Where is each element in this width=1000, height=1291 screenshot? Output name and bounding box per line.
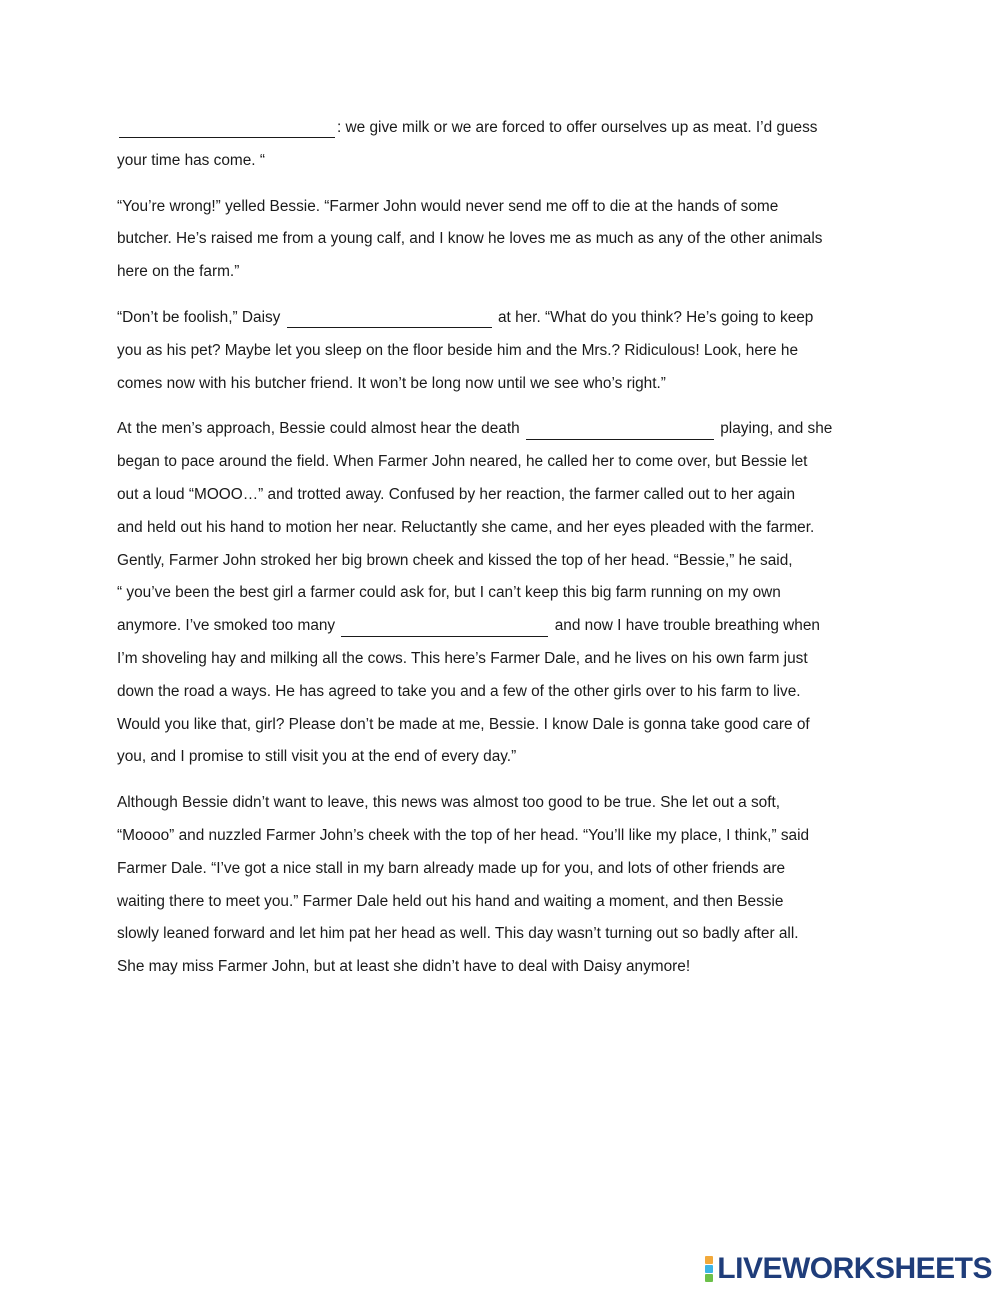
text-line bbox=[117, 951, 887, 984]
line-text: Although Bessie didn’t want to leave, this news was almost too good to be true. She let out a soft, bbox=[117, 794, 781, 812]
text-line bbox=[117, 302, 887, 335]
text-line bbox=[117, 820, 887, 853]
line-text: butcher. He’s raised me from a young calf, and I know he loves me as much as any of the other animals bbox=[117, 230, 823, 248]
line-text: began to pace around the field. When Farmer John neared, he called her to come over, but Bessie let bbox=[117, 453, 808, 471]
line-text: Farmer Dale. “I’ve got a nice stall in my barn already made up for you, and lots of other friends are bbox=[117, 859, 786, 877]
line-text: down the road a ways. He has agreed to take you and a few of the other girls over to his farm to live. bbox=[117, 682, 801, 700]
text-line bbox=[117, 886, 887, 919]
text-line bbox=[117, 643, 887, 676]
line-text: here on the farm.” bbox=[117, 263, 240, 281]
text-line bbox=[117, 191, 887, 224]
story-paragraph bbox=[117, 191, 887, 289]
text-line bbox=[117, 256, 887, 289]
line-text: comes now with his butcher friend. It won’t be long now until we see who’s right.” bbox=[117, 374, 666, 392]
logo-block-orange bbox=[705, 1256, 713, 1264]
text-line bbox=[117, 787, 887, 820]
fill-in-blank-field[interactable] bbox=[287, 309, 492, 328]
fill-in-blank-field[interactable] bbox=[526, 421, 714, 440]
text-line bbox=[117, 610, 887, 643]
line-text-after-blank: at her. “What do you think? He’s going to keep bbox=[497, 308, 814, 326]
story-paragraph bbox=[117, 302, 887, 400]
line-text: I’m shoveling hay and milking all the cows. This here’s Farmer Dale, and he lives on his own farm just bbox=[117, 649, 808, 667]
line-text-after-blank: and now I have trouble breathing when bbox=[554, 617, 820, 635]
line-text: “Don’t be foolish,” Daisy bbox=[117, 308, 281, 326]
text-line bbox=[117, 335, 887, 368]
text-line bbox=[117, 741, 887, 774]
text-line bbox=[117, 368, 887, 401]
logo-block-green bbox=[705, 1274, 713, 1282]
fill-in-blank-field[interactable] bbox=[119, 119, 335, 138]
line-text: you as his pet? Maybe let you sleep on the floor beside him and the Mrs.? Ridiculous! Look, here he bbox=[117, 341, 799, 359]
story-paragraph bbox=[117, 787, 887, 984]
text-line bbox=[117, 853, 887, 886]
story-paragraph bbox=[117, 112, 887, 178]
text-line bbox=[117, 479, 887, 512]
fill-in-blank-field[interactable] bbox=[341, 618, 548, 637]
story-paragraph bbox=[117, 413, 887, 774]
line-text: and held out his hand to motion her near. Reluctantly she came, and her eyes pleaded with the farmer. bbox=[117, 518, 815, 536]
worksheet-page bbox=[117, 112, 887, 997]
line-text: Gently, Farmer John stroked her big brown cheek and kissed the top of her head. “Bessie,” he said, bbox=[117, 551, 793, 569]
text-line bbox=[117, 512, 887, 545]
line-text: your time has come. “ bbox=[117, 151, 265, 169]
line-text: At the men’s approach, Bessie could almost hear the death bbox=[117, 420, 520, 438]
line-text: Would you like that, girl? Please don’t be made at me, Bessie. I know Dale is gonna take good care of bbox=[117, 715, 810, 733]
line-text-after-blank: playing, and she bbox=[720, 420, 833, 438]
liveworksheets-logo bbox=[705, 1252, 992, 1286]
line-text: waiting there to meet you.” Farmer Dale held out his hand and waiting a moment, and then Bessie bbox=[117, 892, 784, 910]
logo-mark-icon bbox=[705, 1256, 713, 1282]
line-text: slowly leaned forward and let him pat her head as well. This day wasn’t turning out so badly after all. bbox=[117, 925, 799, 943]
text-line bbox=[117, 446, 887, 479]
line-text: “Moooo” and nuzzled Farmer John’s cheek with the top of her head. “You’ll like my place, I think,” said bbox=[117, 826, 810, 844]
text-line bbox=[117, 112, 887, 145]
text-line bbox=[117, 223, 887, 256]
text-line bbox=[117, 145, 887, 178]
text-line bbox=[117, 676, 887, 709]
logo-block-blue bbox=[705, 1265, 713, 1273]
text-line bbox=[117, 709, 887, 742]
line-text: “You’re wrong!” yelled Bessie. “Farmer John would never send me off to die at the hands of some bbox=[117, 197, 779, 215]
text-line bbox=[117, 413, 887, 446]
text-line bbox=[117, 577, 887, 610]
text-line bbox=[117, 918, 887, 951]
line-text: you, and I promise to still visit you at the end of every day.” bbox=[117, 748, 517, 766]
line-text: out a loud “MOOO…” and trotted away. Confused by her reaction, the farmer called out to her again bbox=[117, 485, 796, 503]
line-text: “ you’ve been the best girl a farmer could ask for, but I can’t keep this big farm running on my own bbox=[117, 584, 781, 602]
line-text: She may miss Farmer John, but at least she didn’t have to deal with Daisy anymore! bbox=[117, 958, 691, 976]
text-line bbox=[117, 545, 887, 578]
logo-wordmark: LIVEWORKSHEETS bbox=[717, 1252, 992, 1285]
line-text: anymore. I’ve smoked too many bbox=[117, 617, 336, 635]
line-text: : we give milk or we are forced to offer ourselves up as meat. I’d guess bbox=[337, 119, 818, 136]
